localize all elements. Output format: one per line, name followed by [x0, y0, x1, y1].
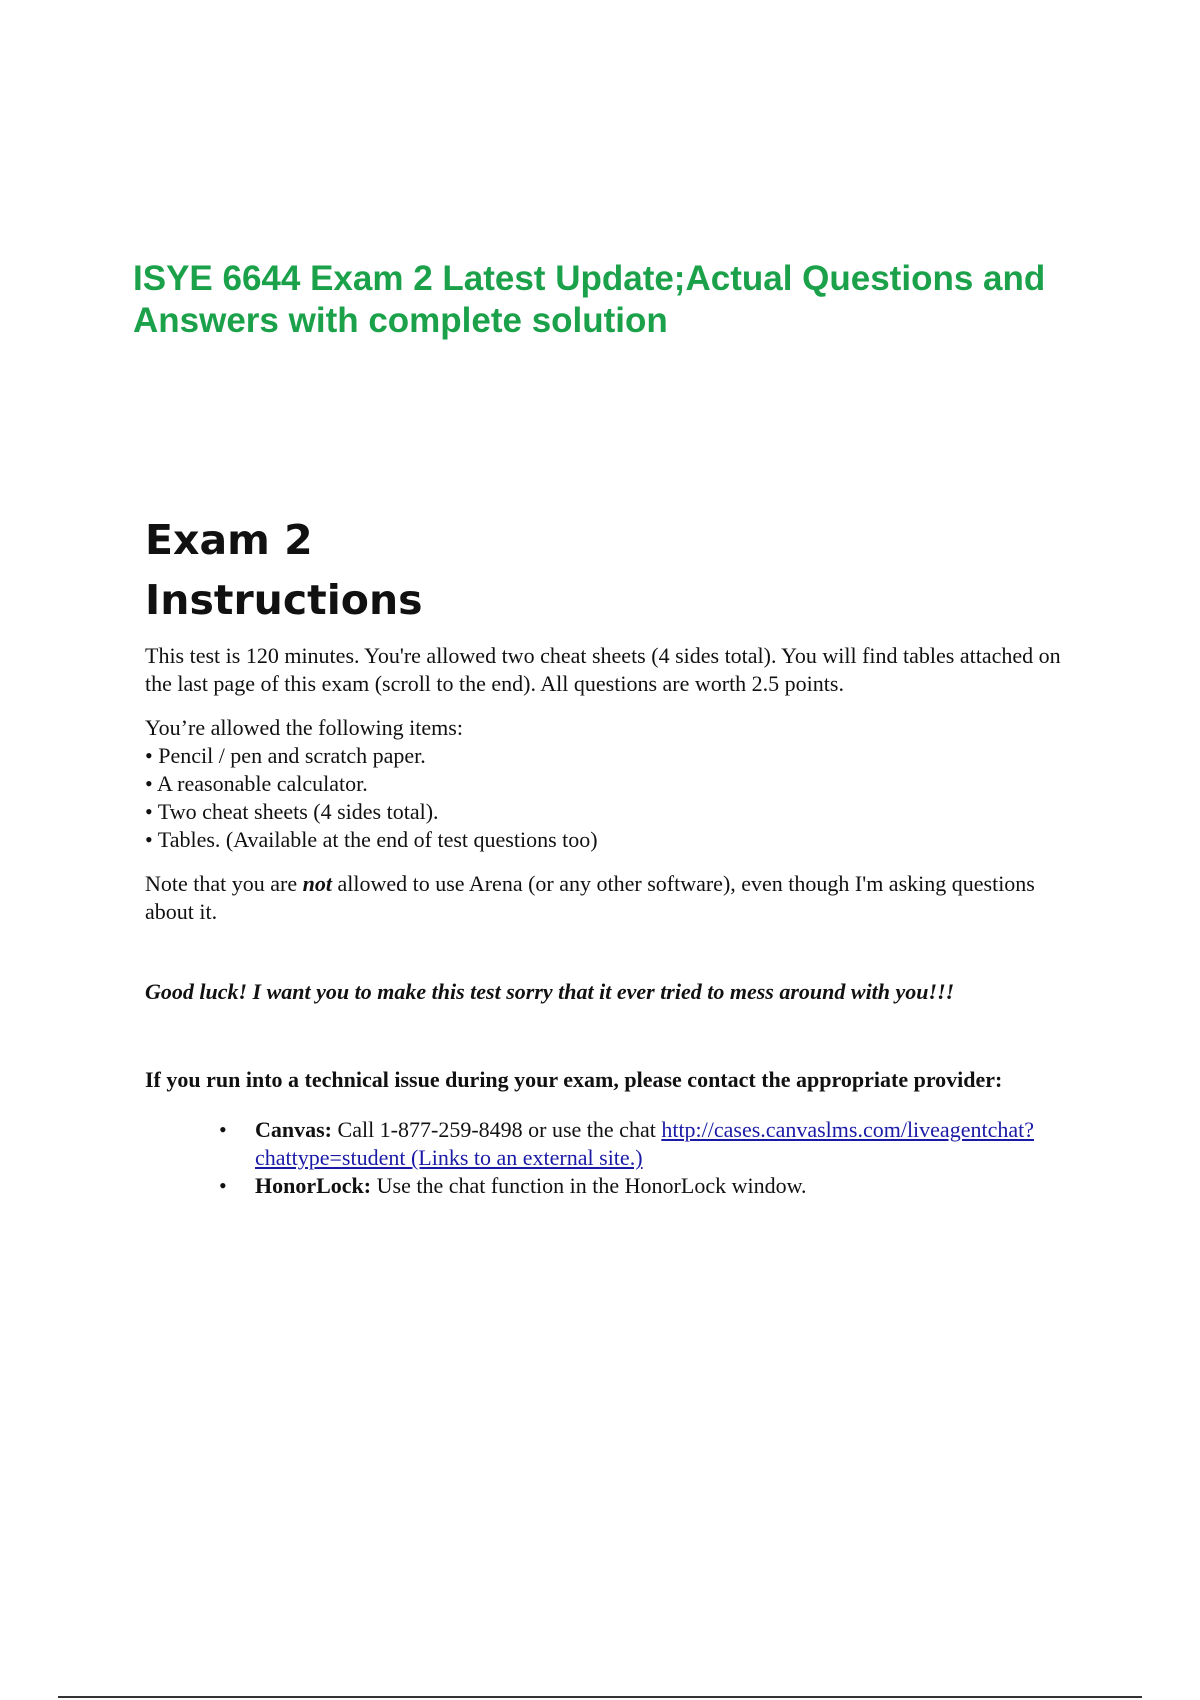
exam-content [145, 510, 1065, 1200]
note-text-after: allowed to use Arena (or any other software), even though I'm asking questions about it. [145, 871, 1035, 924]
bullet-icon: • [219, 1173, 227, 1198]
honorlock-label: HonorLock: [255, 1173, 372, 1198]
allowed-item: • A reasonable calculator. [145, 771, 368, 796]
tech-issue-heading: If you run into a technical issue during your exam, please contact the appropriate provider: [145, 1067, 1003, 1092]
support-item-honorlock [219, 1172, 1065, 1200]
note-paragraph [145, 870, 1065, 926]
exam-heading-line1: Exam 2 [145, 516, 313, 564]
note-text-before: Note that you are [145, 871, 303, 896]
allowed-items-header: You’re allowed the following items: [145, 715, 463, 740]
canvas-chat-link[interactable]: http://cases.canvaslms.com/liveagentchat?chattype=student (Links to an external site.) [255, 1117, 1034, 1170]
good-luck-message: Good luck! I want you to make this test sorry that it ever tried to mess around with you!!! [145, 979, 955, 1004]
honorlock-text: Use the chat function in the HonorLock window. [371, 1173, 807, 1198]
allowed-items-list [145, 742, 1065, 854]
bullet-icon: • [219, 1117, 227, 1142]
note-emphasis: not [302, 871, 332, 896]
allowed-item: • Pencil / pen and scratch paper. [145, 743, 426, 768]
canvas-label: Canvas: [255, 1117, 333, 1142]
intro-paragraph: This test is 120 minutes. You're allowed two cheat sheets (4 sides total). You will find tables attached on the last page of this exam (scroll to the end). All questions are worth 2.5 points. [145, 643, 1061, 696]
exam-heading-line2: Instructions [145, 576, 423, 624]
allowed-items-block [145, 714, 1065, 854]
canvas-text: Call 1-877-259-8498 or use the chat [332, 1117, 662, 1142]
allowed-item: • Tables. (Available at the end of test questions too) [145, 827, 598, 852]
page-bottom-rule [58, 1696, 1142, 1698]
document-title: ISYE 6644 Exam 2 Latest Update;Actual Questions and Answers with complete solution [133, 259, 1046, 340]
support-item-canvas [219, 1116, 1065, 1172]
allowed-item: • Two cheat sheets (4 sides total). [145, 799, 439, 824]
exam-heading [145, 510, 1065, 630]
support-list [145, 1116, 1065, 1200]
